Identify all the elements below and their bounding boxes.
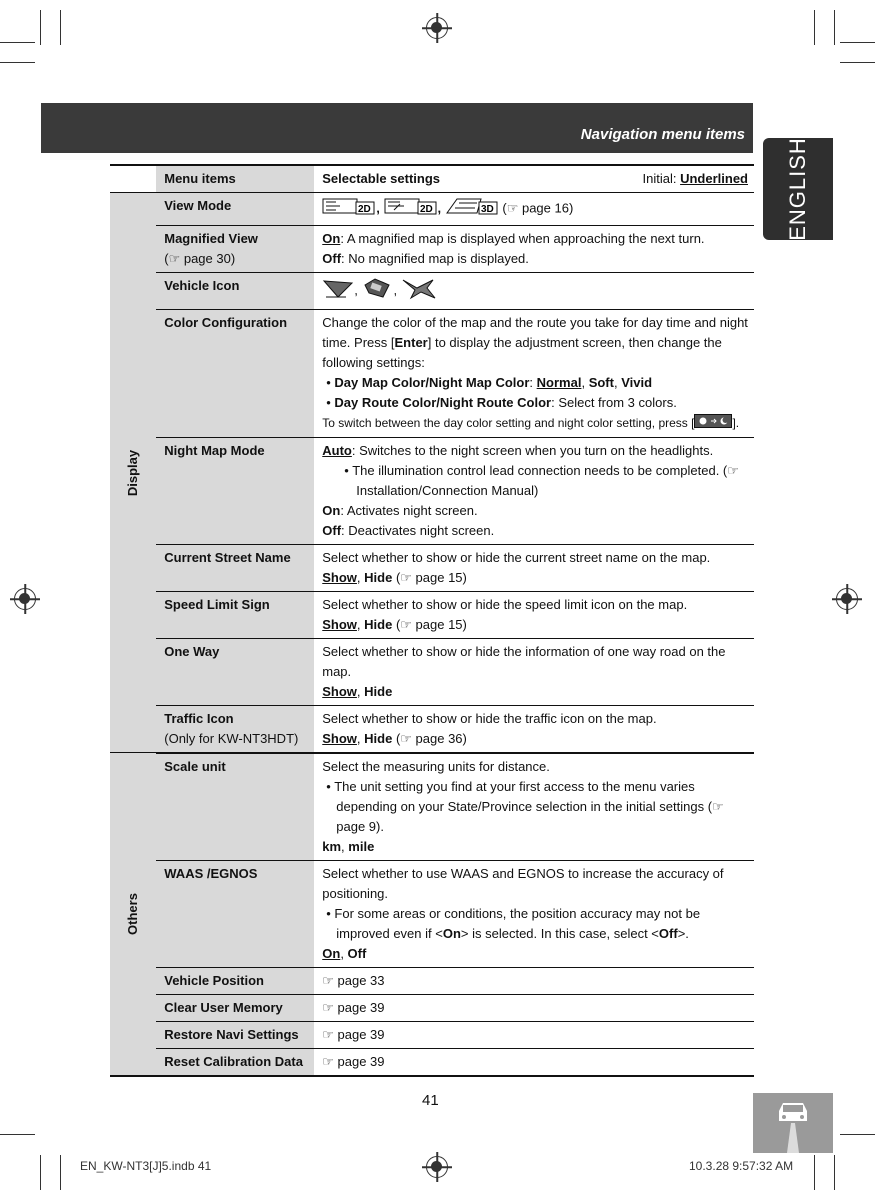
crop-mark [814,1155,815,1190]
navigation-menu-table [110,164,754,1077]
table-row [110,994,754,1021]
registration-mark-icon [836,588,858,610]
table-row [110,437,754,544]
setting-magnified-view: On: A magnified map is displayed when approaching the next turn. Off: No magnified map is displayed. [314,226,754,273]
menu-item-magnified-view: Magnified View (☞ page 30) [156,226,314,273]
crop-mark [60,1155,61,1190]
menu-item-color-configuration: Color Configuration [156,310,314,438]
crop-mark [834,1155,835,1190]
table-row [110,226,754,273]
setting-view-mode: 2D , 2D , 3D (☞ page 16) [314,193,754,226]
section-title: Navigation menu items [580,126,745,143]
footer-timestamp: 10.3.28 9:57:32 AM [689,1159,794,1173]
menu-item-speed-limit-sign: Speed Limit Sign [156,591,314,638]
setting-one-way: Select whether to show or hide the information of one way road on the map. Show, Hide [314,638,754,705]
table-row [110,967,754,994]
header-menu-items: Menu items [156,165,314,193]
crop-mark [834,10,835,45]
menu-item-vehicle-icon: Vehicle Icon [156,273,314,310]
menu-item-restore-navi-settings: Restore Navi Settings [156,1021,314,1048]
svg-text:3D: 3D [480,204,494,215]
crop-mark [0,62,35,63]
header-selectable-settings: Selectable settings Initial: Underlined [314,165,754,193]
menu-item-clear-user-memory: Clear User Memory [156,994,314,1021]
crop-mark [840,42,875,43]
menu-item-traffic-icon: Traffic Icon (Only for KW-NT3HDT) [156,705,314,753]
table-row [110,753,754,861]
car-vehicle-icon [361,277,393,305]
crop-mark [40,1155,41,1190]
registration-mark-icon [14,588,36,610]
crop-mark [840,1134,875,1135]
setting-waas-egnos: Select whether to use WAAS and EGNOS to increase the accuracy of positioning. • For some areas or conditions, the position accuracy may not be improved even if <On> is selected. In this case, select <Off>. On, Off [314,860,754,967]
setting-reset-calibration-data: ☞ page 39 [314,1048,754,1076]
table-row [110,544,754,591]
setting-vehicle-icon: , , [314,273,754,310]
table-row [110,1048,754,1076]
menu-item-vehicle-position: Vehicle Position [156,967,314,994]
table-row [110,1021,754,1048]
view-heading-up-2d-icon [384,196,438,222]
setting-color-configuration: Change the color of the map and the route you take for day time and night time. Press [Enter] to display the adjustment screen, then change the following settings: • Day Map Color/Night Map Color: Normal, Soft, Vivid • Day Route Color/Night Route Color: Select from 3 colors. To switch between the day color setting and night color setting, press [ ]. [314,310,754,438]
view-north-up-2d-icon [322,196,376,222]
menu-item-reset-calibration-data: Reset Calibration Data [156,1048,314,1076]
setting-scale-unit: Select the measuring units for distance. • The unit setting you find at your first access to the menu varies depending on your State/Province selection in the initial settings (☞ page 9). km, mile [314,753,754,861]
menu-item-one-way: One Way [156,638,314,705]
crop-mark [40,10,41,45]
table-row [110,310,754,438]
setting-clear-user-memory: ☞ page 39 [314,994,754,1021]
corner-box [753,1093,833,1153]
jet-vehicle-icon [401,276,437,306]
menu-item-scale-unit: Scale unit [156,753,314,861]
registration-mark-icon [426,1156,448,1178]
language-label: ENGLISH [785,137,810,241]
group-others: Others [110,753,156,1076]
arrow-vehicle-icon [322,277,354,305]
crop-mark [60,10,61,45]
setting-vehicle-position: ☞ page 33 [314,967,754,994]
setting-speed-limit-sign: Select whether to show or hide the speed limit icon on the map. Show, Hide (☞ page 15) [314,591,754,638]
menu-item-view-mode: View Mode [156,193,314,226]
view-3d-icon [445,196,499,222]
menu-item-current-street-name: Current Street Name [156,544,314,591]
table-row [110,193,754,226]
language-tab [763,138,833,240]
crop-mark [0,42,35,43]
footer-file-info: EN_KW-NT3[J]5.indb 41 [80,1159,212,1173]
car-road-icon [753,1093,833,1153]
day-night-button-icon [694,414,732,434]
registration-mark-icon [426,17,448,39]
setting-traffic-icon: Select whether to show or hide the traffic icon on the map. Show, Hide (☞ page 36) [314,705,754,753]
table-header-row [110,165,754,193]
svg-text:2D: 2D [358,204,372,215]
menu-item-night-map-mode: Night Map Mode [156,437,314,544]
section-header-bar [41,103,753,153]
setting-night-map-mode: Auto: Switches to the night screen when you turn on the headlights. • The illumination control lead connection needs to be completed. (☞ Installation/Connection Manual) On: Activates night screen. Off: Deactivates night screen. [314,437,754,544]
initial-note: Initial: Underlined [642,171,748,186]
table-row [110,273,754,310]
setting-restore-navi-settings: ☞ page 39 [314,1021,754,1048]
crop-mark [840,62,875,63]
menu-item-waas-egnos: WAAS /EGNOS [156,860,314,967]
svg-text:2D: 2D [419,204,433,215]
page-number: 41 [422,1092,439,1109]
group-display: Display [110,193,156,753]
table-row [110,705,754,753]
crop-mark [0,1134,35,1135]
table-row [110,638,754,705]
table-row [110,591,754,638]
setting-current-street-name: Select whether to show or hide the current street name on the map. Show, Hide (☞ page 15) [314,544,754,591]
crop-mark [814,10,815,45]
table-row [110,860,754,967]
